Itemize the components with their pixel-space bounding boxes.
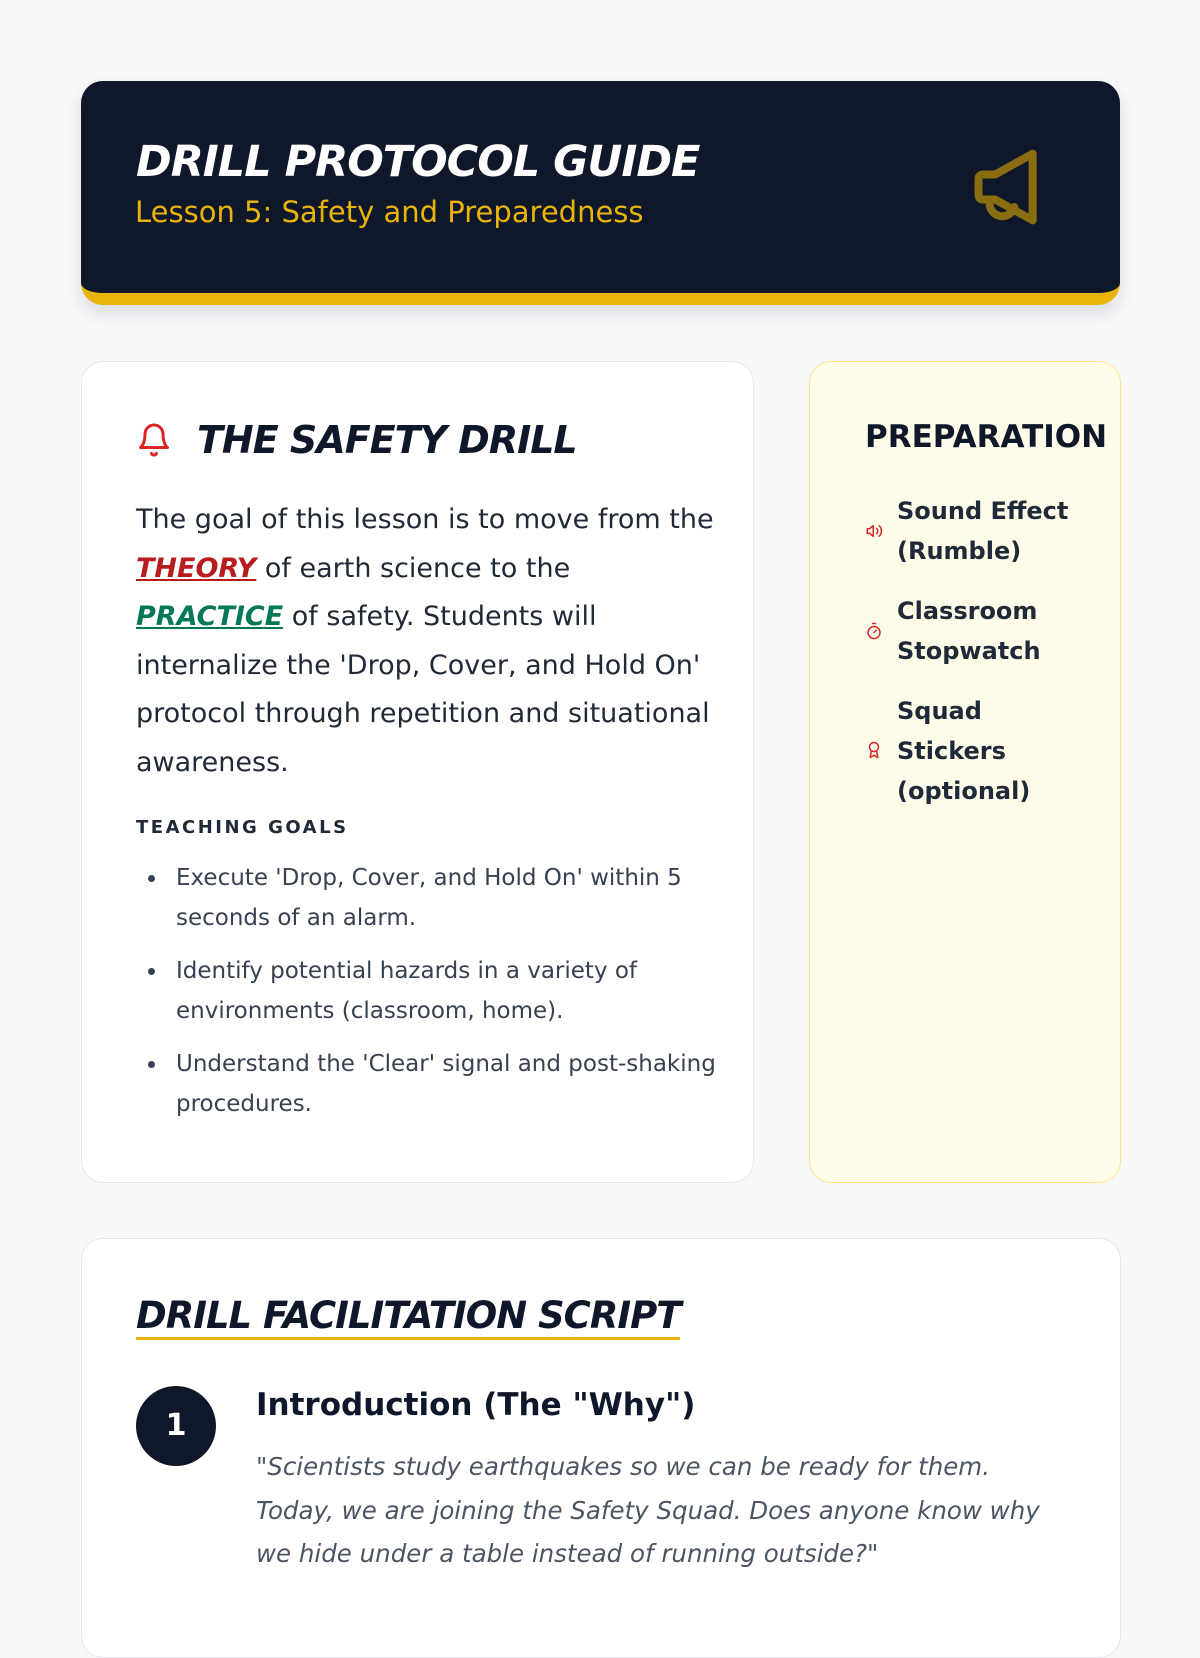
lesson-intro bbox=[136, 496, 716, 787]
keyword-practice: PRACTICE bbox=[136, 601, 284, 632]
megaphone-icon bbox=[966, 137, 1066, 237]
facilitation-script-card bbox=[81, 1238, 1121, 1658]
page-subtitle: Lesson 5: Safety and Preparedness bbox=[135, 195, 644, 229]
intro-text: The goal of this lesson is to move from the bbox=[136, 504, 714, 535]
page-title: DRILL PROTOCOL GUIDE bbox=[136, 137, 700, 187]
preparation-title: PREPARATION bbox=[865, 419, 1108, 455]
step-heading: Introduction (The "Why") bbox=[256, 1387, 696, 1423]
intro-text: of earth science to the bbox=[256, 552, 571, 584]
safety-drill-card bbox=[81, 361, 754, 1183]
intro-text: of safety. Students will internalize the 'Drop, Cover, and Hold On' protocol through repetition and situational awareness. bbox=[136, 601, 710, 778]
stopwatch-icon bbox=[865, 622, 883, 640]
goal-item: Understand the 'Clear' signal and post-shaking procedures. bbox=[176, 1044, 736, 1124]
teaching-goals-list bbox=[136, 858, 736, 1137]
speaker-icon bbox=[865, 522, 883, 540]
preparation-card bbox=[809, 361, 1121, 1183]
prep-item-label: Classroom Stopwatch bbox=[897, 597, 1041, 665]
step-quote: "Scientists study earthquakes so we can be ready for them. Today, we are joining the Safety Squad. Does anyone know why we hide under a table instead of running outside?" bbox=[256, 1452, 1040, 1568]
script-title: DRILL FACILITATION SCRIPT bbox=[136, 1295, 680, 1340]
prep-item-label: Squad Stickers (optional) bbox=[897, 697, 1031, 805]
bell-icon bbox=[136, 420, 172, 460]
prep-item-label: Sound Effect (Rumble) bbox=[897, 497, 1069, 565]
header-banner bbox=[81, 81, 1120, 305]
teaching-goals-label: TEACHING GOALS bbox=[136, 817, 349, 838]
goal-item: Identify potential hazards in a variety of environments (classroom, home). bbox=[176, 951, 736, 1031]
award-icon bbox=[865, 741, 883, 759]
safety-drill-title: THE SAFETY DRILL bbox=[197, 418, 577, 462]
keyword-theory: THEORY bbox=[136, 552, 257, 584]
goal-item: Execute 'Drop, Cover, and Hold On' within 5 seconds of an alarm. bbox=[176, 858, 736, 938]
step-number-badge: 1 bbox=[136, 1386, 216, 1466]
